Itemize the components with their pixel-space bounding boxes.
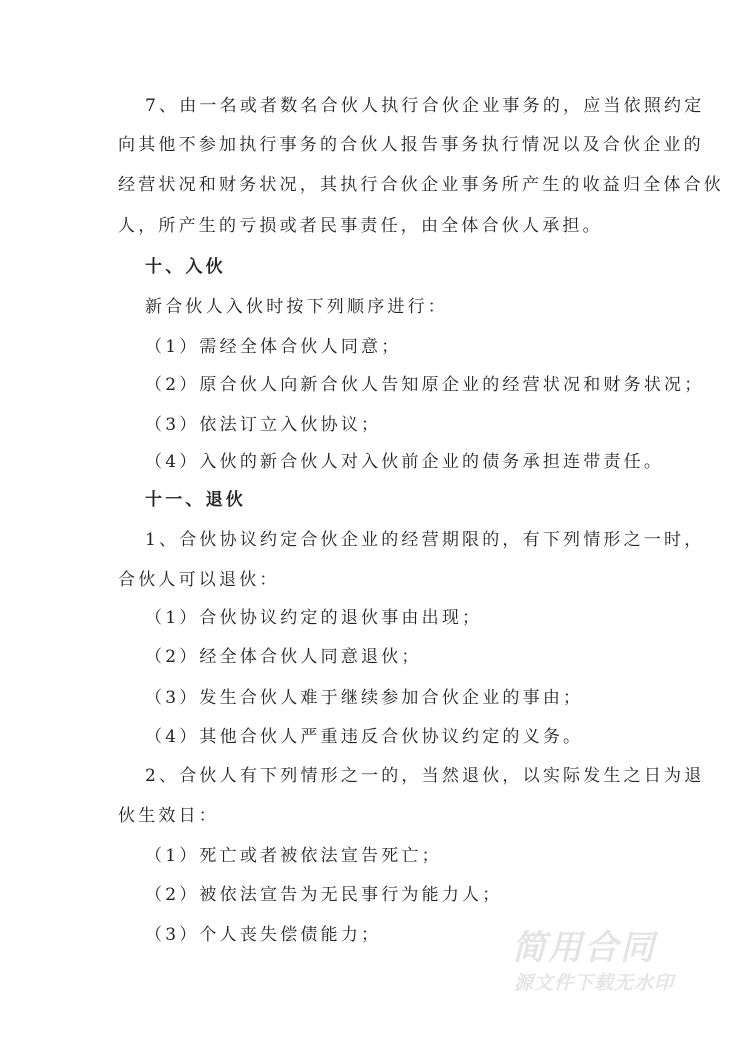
paragraph-line: 2、合伙人有下列情形之一的，当然退伙，以实际发生之日为退: [145, 766, 705, 786]
list-item: （2）经全体合伙人同意退伙；: [145, 647, 422, 667]
list-item: （1）需经全体合伙人同意；: [145, 337, 402, 357]
paragraph-line: 伙生效日：: [118, 806, 219, 826]
paragraph-line: 7、由一名或者数名合伙人执行合伙企业事务的，应当依照约定: [145, 96, 705, 116]
list-item: （1）死亡或者被依法宣告死亡；: [145, 846, 442, 866]
paragraph-line: 经营状况和财务状况，其执行合伙企业事务所产生的收益归全体合伙: [118, 175, 724, 195]
list-item: （3）个人丧失偿债能力；: [145, 925, 382, 945]
list-item: （1）合伙协议约定的退伙事由出现；: [145, 608, 483, 628]
list-item: （2）原合伙人向新合伙人告知原企业的经营状况和财务状况；: [145, 375, 705, 395]
paragraph-line: 新合伙人入伙时按下列顺序进行：: [145, 297, 448, 317]
list-item: （4）入伙的新合伙人对入伙前企业的债务承担连带责任。: [145, 452, 665, 472]
list-item: （2）被依法宣告为无民事行为能力人；: [145, 885, 503, 905]
paragraph-line: 向其他不参加执行事务的合伙人报告事务执行情况以及合伙企业的: [118, 135, 704, 155]
list-item: （3）依法订立入伙协议；: [145, 415, 382, 435]
list-item: （4）其他合伙人严重违反合伙协议约定的义务。: [145, 727, 584, 747]
section-heading: 十、入伙: [145, 257, 226, 277]
watermark-subtitle: 源文件下载无水印: [514, 972, 675, 994]
paragraph-line: 1、合伙协议约定合伙企业的经营期限的，有下列情形之一时，: [145, 530, 705, 550]
section-heading: 十一、退伙: [145, 490, 246, 510]
list-item: （3）发生合伙人难于继续参加合伙企业的事由；: [145, 688, 584, 708]
watermark-title: 简用合同: [512, 928, 656, 968]
paragraph-line: 人，所产生的亏损或者民事责任，由全体合伙人承担。: [118, 216, 603, 236]
paragraph-line: 合伙人可以退伙：: [118, 570, 280, 590]
